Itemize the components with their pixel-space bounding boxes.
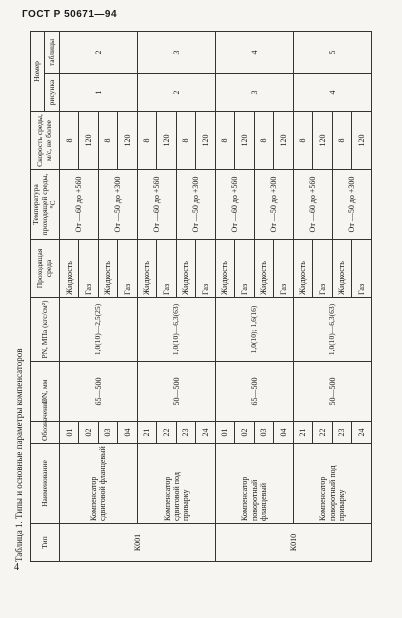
medium-cell: Газ (118, 240, 137, 298)
tabl-cell: 4 (215, 31, 293, 73)
medium-cell: Газ (313, 240, 332, 298)
document-header: ГОСТ Р 50671—94 (22, 9, 118, 20)
medium-cell: Газ (235, 240, 254, 298)
medium-cell: Жидкость (176, 240, 195, 298)
medium-cell: Жидкость (293, 240, 312, 298)
code-cell: 04 (274, 422, 293, 444)
pn-cell: 1,0(10)—6,3(63) (293, 298, 371, 362)
code-cell: 24 (196, 422, 215, 444)
code-cell: 03 (98, 422, 117, 444)
code-cell: 22 (157, 422, 176, 444)
code-cell: 03 (254, 422, 273, 444)
tabl-cell: 2 (59, 31, 137, 73)
tabl-cell: 5 (293, 31, 371, 73)
tabl-cell: 3 (137, 31, 215, 73)
ris-cell: 3 (215, 74, 293, 112)
medium-cell: Жидкость (215, 240, 234, 298)
speed-cell: 8 (254, 112, 273, 170)
header-row-1 (31, 31, 45, 561)
ris-cell: 2 (137, 74, 215, 112)
col-header-number: Номер (31, 31, 45, 111)
code-cell: 24 (352, 422, 371, 444)
dn-cell: 65—500 (215, 362, 293, 422)
code-cell: 23 (176, 422, 195, 444)
code-cell: 23 (332, 422, 351, 444)
table-caption: Таблица 1. Типы и основные параметры компенсаторов (14, 348, 24, 562)
name-cell: Компенсатор поворотный фланцевый (215, 444, 293, 524)
col-header-tip: Тип (31, 524, 60, 562)
parameters-table (30, 31, 372, 562)
medium-cell: Газ (157, 240, 176, 298)
medium-cell: Газ (352, 240, 371, 298)
code-cell: 01 (215, 422, 234, 444)
pn-cell: 1,0(10)—6,3(63) (137, 298, 215, 362)
dn-cell: 50—500 (137, 362, 215, 422)
medium-cell: Газ (196, 240, 215, 298)
name-cell: Компенсатор сдвиговой под приварку (137, 444, 215, 524)
speed-cell: 120 (235, 112, 254, 170)
medium-cell: Жидкость (59, 240, 78, 298)
code-cell: 02 (79, 422, 98, 444)
name-cell: Компенсатор сдвиговой фланцевый (59, 444, 137, 524)
temp-cell: От —50 до +300 (98, 170, 137, 240)
col-header-tabl: таблицы (45, 31, 59, 73)
col-header-oboznachenie: Обозначение (31, 422, 60, 444)
speed-cell: 120 (157, 112, 176, 170)
speed-cell: 120 (352, 112, 371, 170)
speed-cell: 120 (118, 112, 137, 170)
speed-cell: 8 (293, 112, 312, 170)
speed-cell: 120 (274, 112, 293, 170)
rotated-table-block (14, 32, 366, 562)
col-header-name: Наименование (31, 444, 60, 524)
table-row (137, 31, 156, 561)
code-cell: 21 (137, 422, 156, 444)
code-cell: 04 (118, 422, 137, 444)
speed-cell: 8 (59, 112, 78, 170)
code-cell: 02 (235, 422, 254, 444)
speed-cell: 120 (196, 112, 215, 170)
temp-cell: От —50 до +300 (254, 170, 293, 240)
col-header-speed: Скорость среды, м/с, не более (31, 112, 60, 170)
ris-cell: 4 (293, 74, 371, 112)
dn-cell: 65—500 (59, 362, 137, 422)
table-row (293, 31, 312, 561)
table-row (215, 31, 234, 561)
medium-cell: Жидкость (98, 240, 117, 298)
type-cell: К010 (215, 524, 371, 562)
temp-cell: От —60 до +560 (293, 170, 332, 240)
medium-cell: Жидкость (254, 240, 273, 298)
col-header-pn: PN, МПа (кгс/см²) (31, 298, 60, 362)
pn-cell: 1,0(10)—2,5(25) (59, 298, 137, 362)
medium-cell: Жидкость (137, 240, 156, 298)
speed-cell: 8 (176, 112, 195, 170)
temp-cell: От —60 до +560 (215, 170, 254, 240)
medium-cell: Газ (274, 240, 293, 298)
speed-cell: 8 (98, 112, 117, 170)
temp-cell: От —50 до +300 (176, 170, 215, 240)
speed-cell: 8 (332, 112, 351, 170)
code-cell: 21 (293, 422, 312, 444)
speed-cell: 8 (215, 112, 234, 170)
code-cell: 22 (313, 422, 332, 444)
medium-cell: Газ (79, 240, 98, 298)
temp-cell: От —60 до +560 (137, 170, 176, 240)
col-header-medium: Проходящая среда (31, 240, 60, 298)
speed-cell: 120 (79, 112, 98, 170)
page-number: 4 (14, 562, 19, 573)
temp-cell: От —60 до +560 (59, 170, 98, 240)
ris-cell: 1 (59, 74, 137, 112)
type-cell: К001 (59, 524, 215, 562)
pn-cell: 1,0(10); 1,6(16) (215, 298, 293, 362)
medium-cell: Жидкость (332, 240, 351, 298)
col-header-temp: Температура проходящей среды, °С (31, 170, 60, 240)
speed-cell: 8 (137, 112, 156, 170)
temp-cell: От —50 до +300 (332, 170, 371, 240)
col-header-ris: рисунка (45, 74, 59, 112)
code-cell: 01 (59, 422, 78, 444)
table-row (59, 31, 78, 561)
name-cell: Компенсатор поворотный под приварку (293, 444, 371, 524)
col-header-dn: DN, мм (31, 362, 60, 422)
dn-cell: 50—500 (293, 362, 371, 422)
speed-cell: 120 (313, 112, 332, 170)
